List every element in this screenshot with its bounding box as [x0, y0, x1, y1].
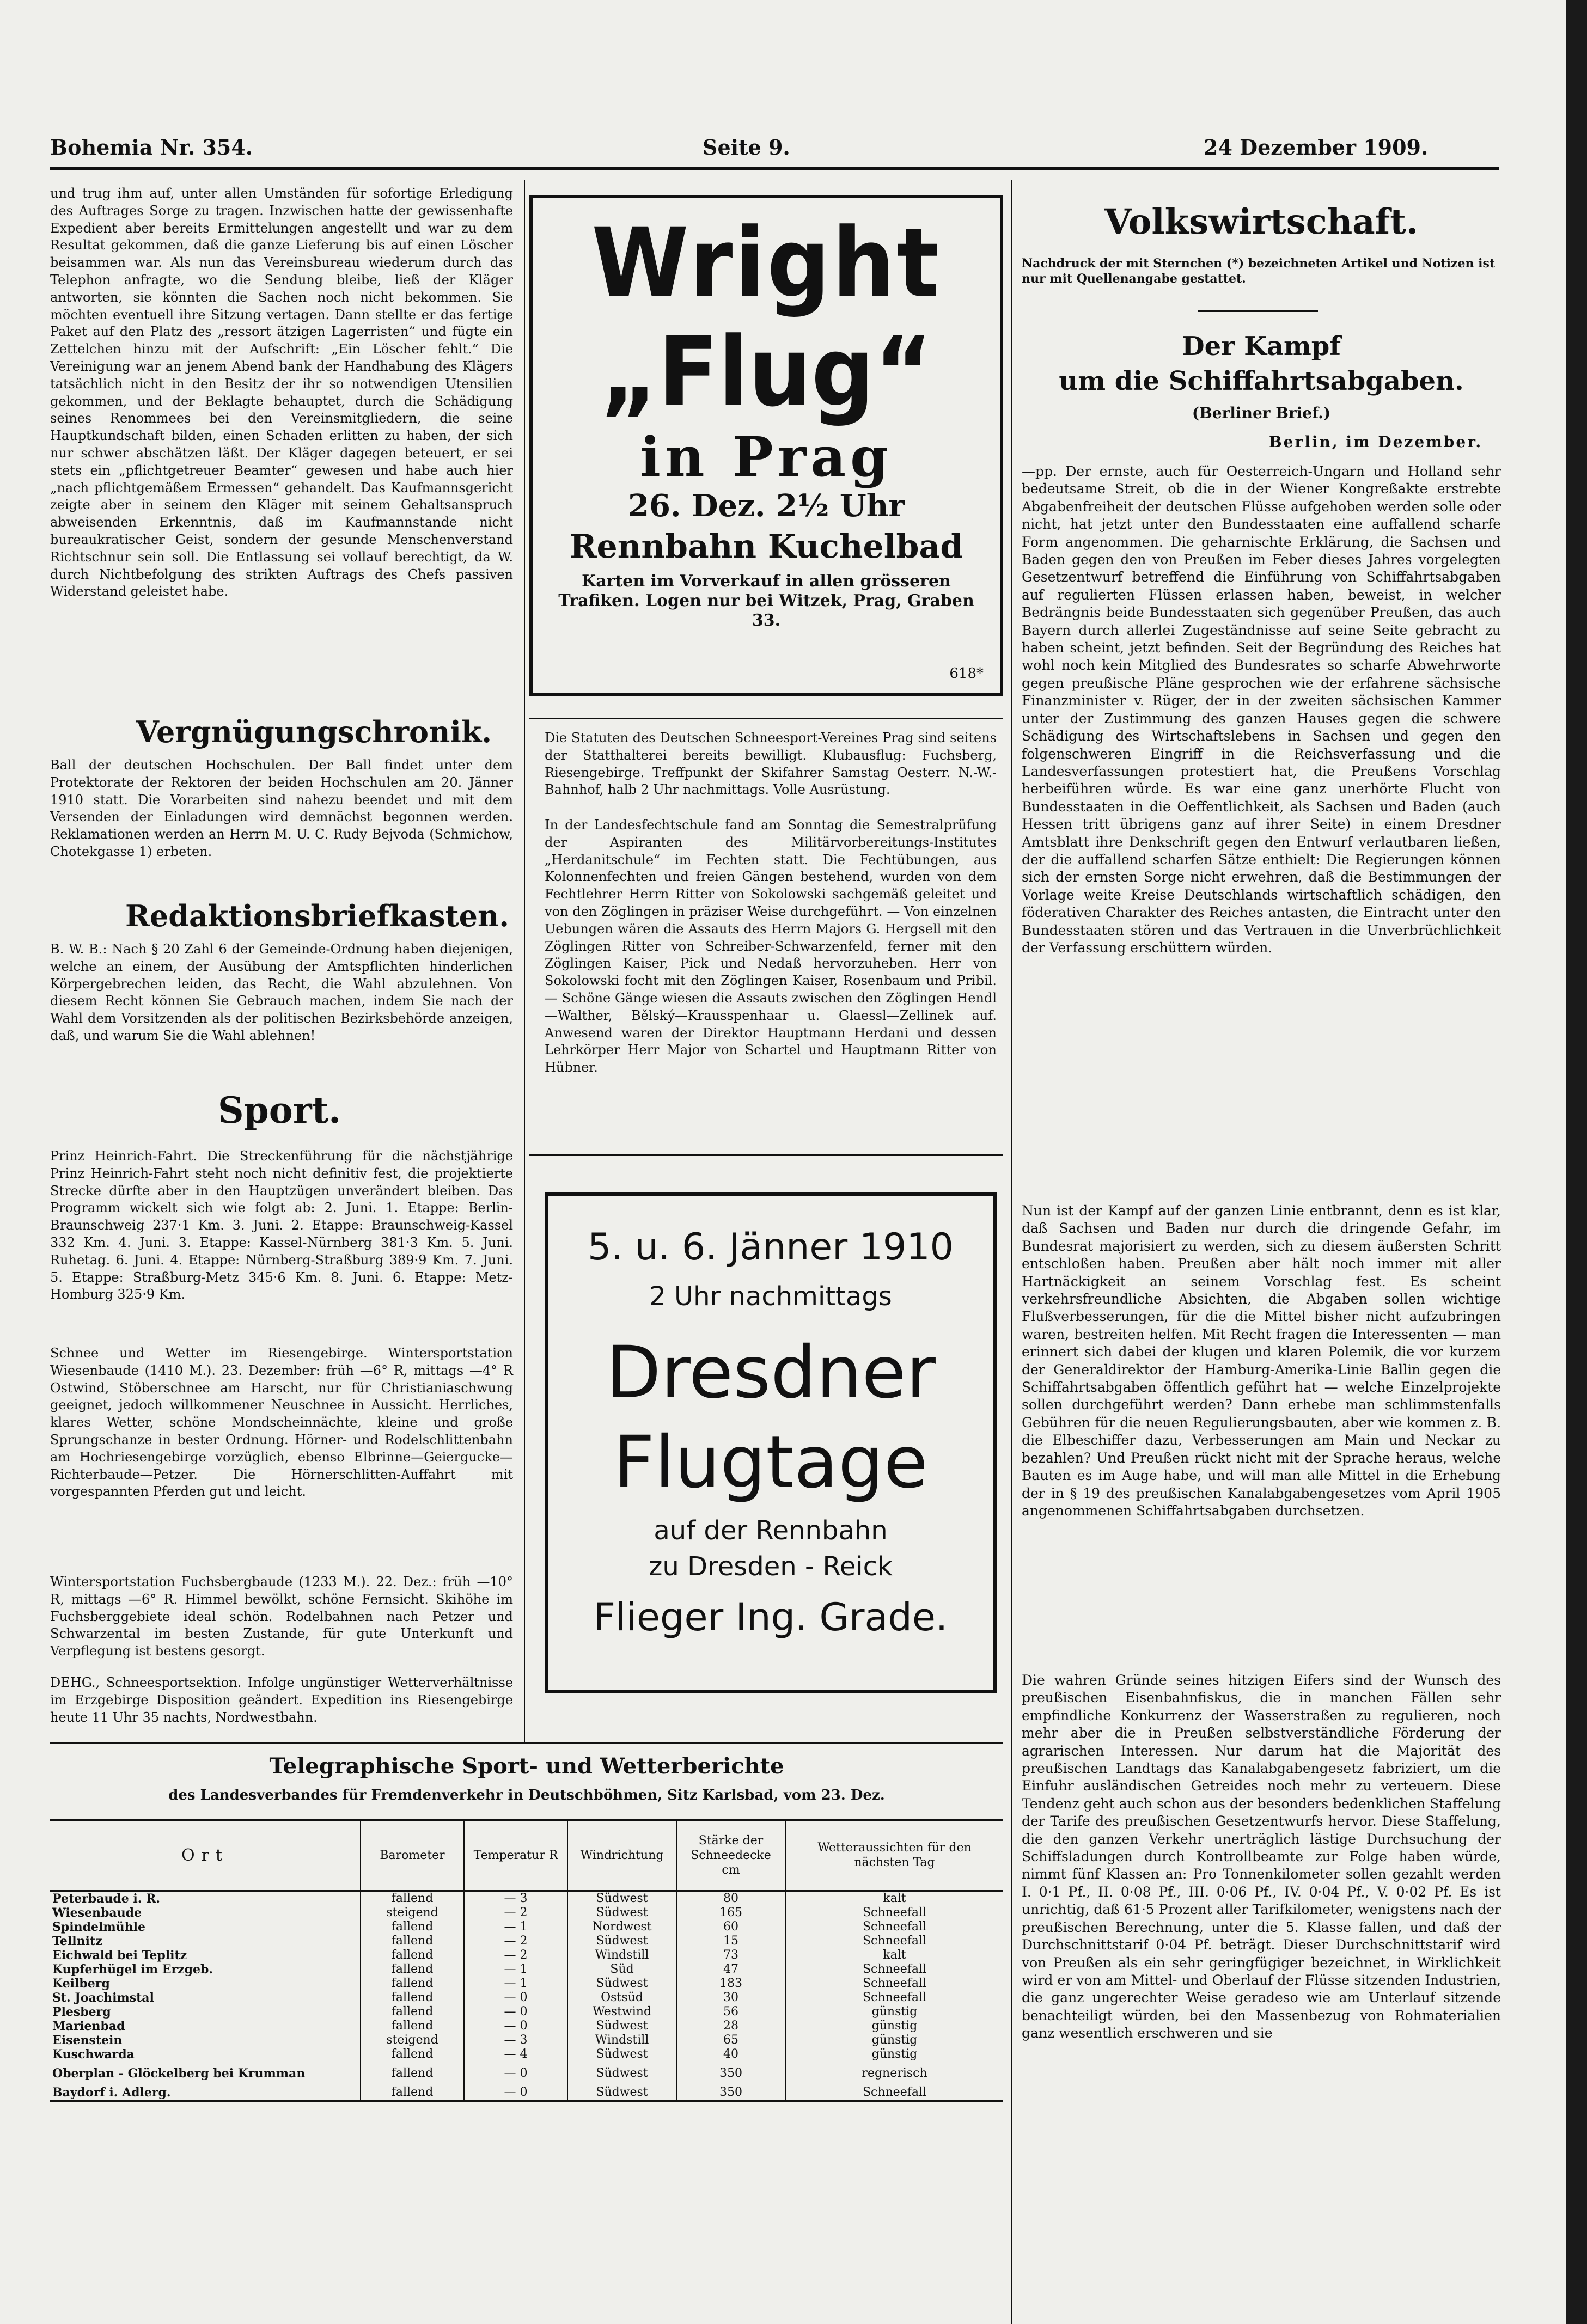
column-rule-2	[1011, 180, 1012, 2324]
weather-cell-barometer: fallend	[361, 1991, 464, 2005]
weather-title: Telegraphische Sport- und Wetterberichte	[269, 1753, 784, 1779]
weather-row	[50, 2019, 1003, 2033]
weather-cell-aussichten: Schneefall	[785, 2086, 1003, 2100]
weather-header-temperatur: Temperatur R	[464, 1821, 567, 1891]
weather-cell-schnee: 65	[676, 2033, 785, 2047]
weather-cell-schnee: 28	[676, 2019, 785, 2033]
ad-wright-line4: 26. Dez. 2½ Uhr	[628, 488, 905, 524]
weather-cell-schnee: 165	[676, 1906, 785, 1920]
weather-cell-temperatur: — 1	[464, 1962, 567, 1977]
weather-cell-temperatur: — 2	[464, 1948, 567, 1962]
header-issue: Bohemia Nr. 354.	[50, 135, 253, 160]
weather-cell-aussichten: Schneefall	[785, 1962, 1003, 1977]
weather-cell-wind: Südwest	[567, 2019, 676, 2033]
ad-dresden-line3: Dresdner	[606, 1331, 936, 1415]
weather-cell-ort: Baydorf i. Adlerg.	[52, 2085, 171, 2100]
weather-cell-ort: Keilberg	[52, 1976, 110, 1991]
ad-dresden-line4: Flugtage	[613, 1421, 928, 1505]
weather-row	[50, 1948, 1003, 1962]
weather-row	[50, 2047, 1003, 2062]
section-title-vergnuegung: Vergnügungschronik.	[136, 714, 492, 749]
weather-cell-schnee: 30	[676, 1991, 785, 2005]
section-title-redaktion: Redaktionsbriefkasten.	[125, 898, 510, 933]
weather-cell-aussichten: Schneefall	[785, 1934, 1003, 1948]
ad-dresden-line2: 2 Uhr nachmittags	[649, 1281, 892, 1312]
weather-cell-barometer: fallend	[361, 2047, 464, 2062]
weather-cell-wind: Ostsüd	[567, 1991, 676, 2005]
weather-header-barometer: Barometer	[361, 1821, 464, 1891]
weather-cell-barometer: fallend	[361, 1934, 464, 1948]
weather-cell-aussichten: kalt	[785, 1891, 1003, 1906]
col1-sport-text-3: Wintersportstation Fuchsbergbaude (1233 M.). 22. Dez.: früh —10° R, mittags —6° R. Himmel bewölkt, schöne Fernsicht. Skihöhe im Fuchsberggebiete ideal schön. Rodelbahnen nach Petzer und Schwarzental im besten Zustande, für gute Unterkunft und Verpflegung ist bestens gesorgt.	[50, 1574, 513, 1659]
weather-cell-temperatur: — 0	[464, 2019, 567, 2033]
weather-header-schnee: Stärke der Schneedecke cm	[676, 1821, 785, 1891]
weather-cell-ort: Oberplan - Glöckelberg bei Krumman	[52, 2066, 306, 2081]
weather-subtitle: des Landesverbandes für Fremdenverkehr in Deutschböhmen, Sitz Karlsbad, vom 23. Dez.	[168, 1787, 885, 1803]
weather-table	[50, 1821, 1003, 2100]
weather-cell-temperatur: — 2	[464, 1934, 567, 1948]
weather-row	[50, 1991, 1003, 2005]
weather-cell-schnee: 47	[676, 1962, 785, 1977]
col1-vergnuegung-text: Ball der deutschen Hochschulen. Der Ball findet unter dem Protektorate der Rektoren der beiden Hochschulen am 20. Jänner 1910 statt. Die Vorarbeiten sind nahezu beendet und mit dem Versenden der Einladungen wird demnächst begonnen werden. Reklamationen werden an Herrn M. U. C. Rudy Bejvoda (Schmichow, Chotekgasse 1) erbeten.	[50, 757, 513, 859]
weather-cell-barometer: fallend	[361, 1948, 464, 1962]
weather-cell-temperatur: — 3	[464, 2033, 567, 2047]
weather-cell-temperatur: — 3	[464, 1891, 567, 1906]
weather-cell-barometer: steigend	[361, 1906, 464, 1920]
weather-cell-temperatur: — 0	[464, 1991, 567, 2005]
weather-header-wind: Windrichtung	[567, 1821, 676, 1891]
weather-cell-aussichten: günstig	[785, 2019, 1003, 2033]
weather-cell-ort: Eichwald bei Teplitz	[52, 1948, 187, 1962]
ad-wright-code: 618*	[949, 665, 984, 682]
weather-cell-barometer: fallend	[361, 1962, 464, 1977]
weather-cell-schnee: 15	[676, 1934, 785, 1948]
weather-cell-ort: Tellnitz	[52, 1934, 102, 1948]
ad-wright-line3: in Prag	[639, 425, 893, 489]
weather-cell-ort: Marienbad	[52, 2019, 125, 2033]
weather-cell-aussichten: günstig	[785, 2047, 1003, 2062]
weather-cell-temperatur: — 0	[464, 2005, 567, 2019]
weather-cell-aussichten: günstig	[785, 2033, 1003, 2047]
weather-cell-schnee: 350	[676, 2086, 785, 2100]
weather-cell-barometer: fallend	[361, 1920, 464, 1934]
col2-statuten-text: Die Statuten des Deutschen Schneesport-Vereines Prag sind seitens der Statthalterei bereits bewilligt. Klubausflug: Fuchsberg, Riesengebirge. Treffpunkt der Skifahrer Samstag Oesterr. N.-W.-Bahnhof, halb 2 Uhr nachmittags. Volle Ausrüstung.	[545, 730, 997, 798]
weather-cell-schnee: 60	[676, 1920, 785, 1934]
ad-wright-line1: Wright	[591, 207, 941, 319]
article-dateline: Berlin, im Dezember.	[1269, 433, 1483, 451]
weather-cell-wind: Südwest	[567, 1891, 676, 1906]
header-page-number: Seite 9.	[703, 135, 790, 160]
weather-cell-temperatur: — 2	[464, 1906, 567, 1920]
col3-paragraph-2: Nun ist der Kampf auf der ganzen Linie entbrannt, denn es ist klar, daß Sachsen und Baden nur durch die dringende Gefahr, im Bundesrat majorisiert zu werden, sich zu diesem äußersten Schritt entschloßen haben. Preußen aber hält noch immer mit aller Hartnäckigkeit an seinem Vorschlag fest. Es scheint verkehrsfreundliche Absichten, die Abgaben sollen wichtige Flußverbesserungen, für die die Mittel bisher nicht aufzubringen waren, bestreiten helfen. Mit Recht fragen die Interessenten — man erinnert sich dabei der klugen und klaren Polemik, die vor kurzem der Generaldirektor der Hamburg-Amerika-Linie Ballin gegen die Schiffahrtsabgaben öffentlich geführt hat — welche Einzelprojekte sollen durchgeführt werden? Dann erhebe man schlimmstenfalls Gebühren für die neuen Regulierungsbauten, aber wie kommen z. B. die Elbeschiffer dazu, Verbesserungen am Main und Neckar zu bezahlen? Und Preußen rückt nicht mit der Sprache heraus, welche Bauten es im Auge habe, und will man alle Mittel in die Erhebung der in § 19 des preußischen Kanalabgabengesetzes vom April 1905 angenommenen Schiffahrtsabgaben durchsetzen.	[1022, 1203, 1501, 1519]
weather-cell-temperatur: — 0	[464, 2086, 567, 2100]
weather-row	[50, 1906, 1003, 1920]
weather-row	[50, 1962, 1003, 1977]
col3-paragraph-1: —pp. Der ernste, auch für Oesterreich-Ungarn und Holland sehr bedeutsame Streit, ob die in der Wiener Kongreßakte erstrebte Abgabenfreiheit der deutschen Flüsse aufgehoben werden solle oder nicht, hat jetzt unter den Bundesstaaten eine auffallend scharfe Form angenommen. Die geharnischte Erklärung, die Sachsen und Baden gegen den von Preußen im Feber dieses Jahres vorgelegten Gesetzentwurf betreffend die Einführung von Schiffahrtsabgaben auf regulierten Flüssen erlassen haben, beweist, in welcher Bedrängnis beide Bundesstaaten sich gegenüber Preußen, das auch Bayern durch allerlei Zugeständnisse auf seine Seite gebracht zu haben scheint, jetzt befinden. Seit der Begründung des Reiches hat wohl noch kein Mitglied des Bundesrates so scharfe Abwehrworte gegen preußische Pläne gesprochen wie der erfahrene sächsische Finanzminister v. Rüger, der in der zweiten sächsischen Kammer unter der Zustimmung des ganzen Hauses gegen die schwere Schädigung des Wirtschaftslebens in Sachsen und gegen den folgenschweren Eingriff in die Reichsverfassung und die Landesverfassungen protestiert hat, die Preußens Vorschlag herbeiführen würde. Es war eine ganz unerhörte Flucht von Bundesstaaten in die Oeffentlichkeit, als Sachsen und Baden (auch Hessen tritt übrigens ganz auf ihrer Seite) in einem Dresdner Amtsblatt ihre Denkschrift gegen den Entwurf verlautbaren ließen, der die auffallend scharfen Sätze enthielt: Die Regierungen können sich der ernsten Sorge nicht erwehren, daß die Bestimmungen der Vorlage weite Kreise Deutschlands wirtschaftlich schädigen, den föderativen Charakter des Reiches antasten, die Eintracht unter den Bundesstaaten stören und das Vertrauen in die Unverbrüchlichkeit der Verfassung erschüttern würden.	[1022, 463, 1501, 956]
ad-wright-flug	[529, 195, 1003, 696]
weather-cell-aussichten: Schneefall	[785, 1991, 1003, 2005]
col1-intro-text: und trug ihm auf, unter allen Umständen für sofortige Erledigung des Auftrages Sorge zu tragen. Inzwischen hatte der gewissenhafte Expedient aber bereits Ermittelungen angestellt und war zu dem Resultat gekommen, daß die ganze Lieferung bis auf einen Löscher beisammen war. Als nun das Vereinsbureau wiederum durch das Telephon anfragte, wo die Sendung bleibe, ließ der Kläger antworten, sie könnten die Sachen noch nicht bekommen. Sie möchten eventuell ihre Sitzung vertagen. Dann stellte er das fertige Paket auf den Platz des „ressort ätzigen Lagerristen“ und fügte ein Zettelchen hinzu mit der Aufschrift: „Ein Löscher fehlt.“ Die Vereinigung war an jenem Abend bank der Handhabung des Klägers tatsächlich nicht in den Besitz der ihr so notwendigen Utensilien gekommen, und der Beklagte behauptet, durch die Schädigung seines Renommees bei den Vereinsmitgliedern, die seine Hauptkundschaft bilden, einen Schaden erlitten zu haben, der sich nur schwer abschätzen läßt. Der Kläger dagegen beteuert, er sei stets ein „pflichtgetreuer Beamter“ gewesen und habe auch hier „nach pflichtgemäßem Ermessen“ gehandelt. Das Kaufmannsgericht zeigte aber in seinem den Kläger mit seinem Gehaltsanspruch abweisenden Erkenntnis, daß im Kaufmannstande nicht bureaukratischer Geist, sondern der gesunde Menschenverstand Richtschnur sein soll. Die Entlassung sei vollauf berechtigt, da W. durch Nichtbefolgung des strikten Auftrags des Chefs passiven Widerstand geleistet habe.	[50, 186, 513, 600]
section-title-sport: Sport.	[218, 1089, 341, 1132]
ad-dresden-line6: zu Dresden - Reick	[649, 1551, 893, 1582]
col3-notice: Nachdruck der mit Sternchen (*) bezeichneten Artikel und Notizen ist nur mit Quellenangabe gestattet.	[1022, 256, 1496, 286]
article-subtitle: (Berliner Brief.)	[1192, 404, 1331, 422]
ad-wright-line6: Karten im Vorverkauf in allen grösseren Trafiken. Logen nur bei Witzek, Prag, Graben 33.	[558, 572, 974, 630]
weather-row	[50, 2033, 1003, 2047]
weather-cell-schnee: 73	[676, 1948, 785, 1962]
weather-cell-barometer: fallend	[361, 1891, 464, 1906]
weather-cell-schnee: 80	[676, 1891, 785, 1906]
weather-row	[50, 2086, 1003, 2100]
weather-cell-ort: Wiesenbaude	[52, 1905, 142, 1920]
weather-cell-wind: Südwest	[567, 2086, 676, 2100]
col1-sport-text-4: DEHG., Schneesportsektion. Infolge ungünstiger Wetterverhältnisse im Erzgebirge Disposition geändert. Expedition ins Riesengebirge heute 11 Uhr 35 nachts, Nordwestbahn.	[50, 1675, 513, 1725]
weather-cell-schnee: 56	[676, 2005, 785, 2019]
section-title-volkswirtschaft: Volkswirtschaft.	[1104, 201, 1419, 242]
weather-row	[50, 2062, 1003, 2086]
ad-dresden-line5: auf der Rennbahn	[654, 1515, 888, 1546]
header-date: 24 Dezember 1909.	[1204, 135, 1429, 160]
weather-cell-wind: Süd	[567, 1962, 676, 1977]
weather-cell-wind: Südwest	[567, 1977, 676, 1991]
weather-cell-ort: Eisenstein	[52, 2033, 123, 2047]
weather-cell-aussichten: Schneefall	[785, 1906, 1003, 1920]
weather-cell-ort: Kupferhügel im Erzgeb.	[52, 1962, 213, 1977]
col3-rule-1	[1198, 310, 1318, 312]
weather-row	[50, 1920, 1003, 1934]
col1-redaktion-text: B. W. B.: Nach § 20 Zahl 6 der Gemeinde-Ordnung haben diejenigen, welche an einem, der Ausübung der Amtspflichten hinderlichen Körpergebrechen leiden, das Recht, die Wahl abzulehnen. Von diesem Recht können Sie Gebrauch machen, indem Sie nach der Wahl dem Vorsitzenden als der politischen Bezirksbehörde anzeigen, daß, und warum Sie die Wahl ablehnen!	[50, 941, 513, 1043]
weather-cell-barometer: fallend	[361, 2062, 464, 2086]
weather-cell-barometer: fallend	[361, 2019, 464, 2033]
weather-row	[50, 1891, 1003, 1906]
weather-cell-schnee: 183	[676, 1977, 785, 1991]
weather-row	[50, 1977, 1003, 1991]
weather-header-aussichten: Wetteraussichten für den nächsten Tag	[785, 1821, 1003, 1891]
ad-dresdner-flugtage	[545, 1192, 997, 1693]
weather-row	[50, 1934, 1003, 1948]
weather-cell-ort: St. Joachimstal	[52, 1990, 154, 2005]
col1-sport-text-1: Prinz Heinrich-Fahrt. Die Streckenführung für die nächstjährige Prinz Heinrich-Fahrt steht noch nicht definitiv fest, die projektierte Strecke dürfte aber in den Hauptzügen unverändert bleiben. Das Programm wickelt sich wie folgt ab: 2. Juni. 1. Etappe: Berlin-Braunschweig 237·1 Km. 3. Juni. 2. Etappe: Braunschweig-Kassel 332 Km. 4. Juni. 3. Etappe: Kassel-Nürnberg 381·3 Km. 5. Juni. Ruhetag. 6. Juni. 4. Etappe: Nürnberg-Straßburg 389·9 Km. 7. Juni. 5. Etappe: Straßburg-Metz 345·6 Km. 8. Juni. 6. Etappe: Metz-Homburg 325·9 Km.	[50, 1148, 513, 1302]
column-rule-1	[524, 180, 525, 1742]
weather-cell-schnee: 40	[676, 2047, 785, 2062]
weather-cell-wind: Südwest	[567, 2062, 676, 2086]
weather-table-wrap	[50, 1819, 1003, 2102]
weather-cell-wind: Südwest	[567, 2047, 676, 2062]
ad-dresden-line1: 5. u. 6. Jänner 1910	[588, 1226, 954, 1269]
weather-cell-barometer: fallend	[361, 2086, 464, 2100]
weather-cell-temperatur: — 1	[464, 1920, 567, 1934]
weather-cell-wind: Windstill	[567, 2033, 676, 2047]
header-rule	[50, 167, 1499, 170]
weather-cell-barometer: steigend	[361, 2033, 464, 2047]
weather-cell-aussichten: Schneefall	[785, 1977, 1003, 1991]
weather-cell-wind: Nordwest	[567, 1920, 676, 1934]
weather-cell-wind: Südwest	[567, 1934, 676, 1948]
weather-cell-schnee: 350	[676, 2062, 785, 2086]
col1-sport-text-2: Schnee und Wetter im Riesengebirge. Wintersportstation Wiesenbaude (1410 M.). 23. Dezember: früh —6° R, mittags —4° R Ostwind, Stöberschnee am Harscht, nur für Christianiaschwung geeignet, jedoch willkommener Neuschnee in Aussicht. Herrliches, klares Wetter, schöne Mondscheinnächte, kleine und große Sprungschanze in bester Ordnung. Hörner- und Rodelschlittenbahn am Hochriesengebirge vorzüglich, ebenso Elbrinne—Geiergucke—Richterbaude—Petzer. Die Hörnerschlitten-Auffahrt mit vorgespannten Pferden gut und leicht.	[50, 1346, 513, 1500]
weather-cell-aussichten: Schneefall	[785, 1920, 1003, 1934]
col2-rule-top	[529, 718, 1003, 719]
weather-cell-ort: Spindelmühle	[52, 1919, 145, 1934]
weather-cell-wind: Westwind	[567, 2005, 676, 2019]
weather-rule-top	[50, 1742, 1003, 1744]
weather-cell-barometer: fallend	[361, 2005, 464, 2019]
weather-cell-temperatur: — 0	[464, 2062, 567, 2086]
weather-cell-ort: Plesberg	[52, 2004, 111, 2019]
weather-cell-aussichten: kalt	[785, 1948, 1003, 1962]
weather-header-ort: Ort	[50, 1821, 361, 1891]
weather-header-row	[50, 1821, 1003, 1891]
col2-fecht-text: In der Landesfechtschule fand am Sonntag die Semestralprüfung der Aspiranten des Militärvorbereitungs-Institutes „Herdanitschule“ im Fechten statt. Die Fechtübungen, aus Kolonnenfechten und freien Gängen bestehend, wurden von dem Fechtlehrer Herrn Ritter von Sokolowski sachgemäß geleitet und von den Zöglingen in präziser Weise durchgeführt. — Von einzelnen Uebungen wären die Assauts des Herrn Majors G. Hergsell mit den Zöglingen Ritter von Schreiber-Schwarzenfeld, ferner mit den Zöglingen Kaiser, Pick und Nedaß hervorzuheben. Herr von Sokolowski focht mit den Zöglingen Kaiser, Rosenbaum und Pribil. — Schöne Gänge wiesen die Assauts zwischen den Zöglingen Hendl—Walther, Bělský—Krausspenhaar u. Glaessl—Zellinek auf. Anwesend waren der Direktor Hauptmann Herdani und dessen Lehrkörper Herr Major von Schartel und Hauptmann Ritter von Hübner.	[545, 817, 997, 1075]
article-title-line2: um die Schiffahrtsabgaben.	[1059, 366, 1464, 396]
weather-table-body	[50, 1891, 1003, 2100]
weather-cell-wind: Südwest	[567, 1906, 676, 1920]
ad-wright-line5: Rennbahn Kuchelbad	[569, 528, 963, 566]
article-title-line1: Der Kampf	[1182, 331, 1341, 362]
weather-cell-temperatur: — 1	[464, 1977, 567, 1991]
weather-cell-barometer: fallend	[361, 1977, 464, 1991]
ad-dresden-line7: Flieger Ing. Grade.	[593, 1595, 948, 1640]
col3-paragraph-3: Die wahren Gründe seines hitzigen Eifers sind der Wunsch des preußischen Eisenbahnfiskus, die in manchen Fällen sehr empfindliche Konkurrenz der Wasserstraßen zu regulieren, noch mehr aber die in Preußen selbstverständliche Förderung der agrarischen Interessen. Nur darum hat die Majorität des preußischen Landtags das Kanalabgabengesetz fabriziert, um die Einfuhr ausländischen Getreides noch mehr zu verteuern. Diese Tendenz geht auch schon aus der besonders bedenklichen Staffelung der Tarife des preußischen Gesetzentwurfs hervor. Diese Staffelung, die den ganzen Verkehr unerträglich lästige Durchsuchung der Schiffsladungen durch Kontrollbeamte zur Folge haben würde, nimmt fünf Klassen an: Pro Tonnenkilometer sollen gezahlt werden I. 0·1 Pf., II. 0·08 Pf., III. 0·06 Pf., IV. 0·04 Pf., V. 0·02 Pf. Es ist unrichtig, daß 61·5 Prozent aller Tarifkilometer, wenigstens nach der preußischen Berechnung, unter die 5. Klasse fallen, und daß der Durchschnittstarif 0·04 Pf. beträgt. Dieser Durchschnittstarif wird von Preußen als ein sehr geringfügiger bezeichnet, in Wirklichkeit wird er von am Mittel- und Oberlauf der Flüsse sitzenden Industrien, die ganz ungerechter Weise geradeso wie am Unterlauf sitzende benachteiligt würden, bei den Massenbezug von Rohmaterialien ganz wesentlich erschweren und sie	[1022, 1672, 1501, 2041]
weather-cell-ort: Peterbaude i. R.	[52, 1891, 160, 1906]
weather-cell-aussichten: günstig	[785, 2005, 1003, 2019]
weather-cell-temperatur: — 4	[464, 2047, 567, 2062]
weather-row	[50, 2005, 1003, 2019]
col2-rule-mid	[529, 1154, 1003, 1156]
weather-cell-ort: Kuschwarda	[52, 2047, 135, 2062]
ad-wright-line2: „Flug“	[600, 316, 933, 428]
weather-cell-aussichten: regnerisch	[785, 2062, 1003, 2086]
weather-cell-wind: Windstill	[567, 1948, 676, 1962]
